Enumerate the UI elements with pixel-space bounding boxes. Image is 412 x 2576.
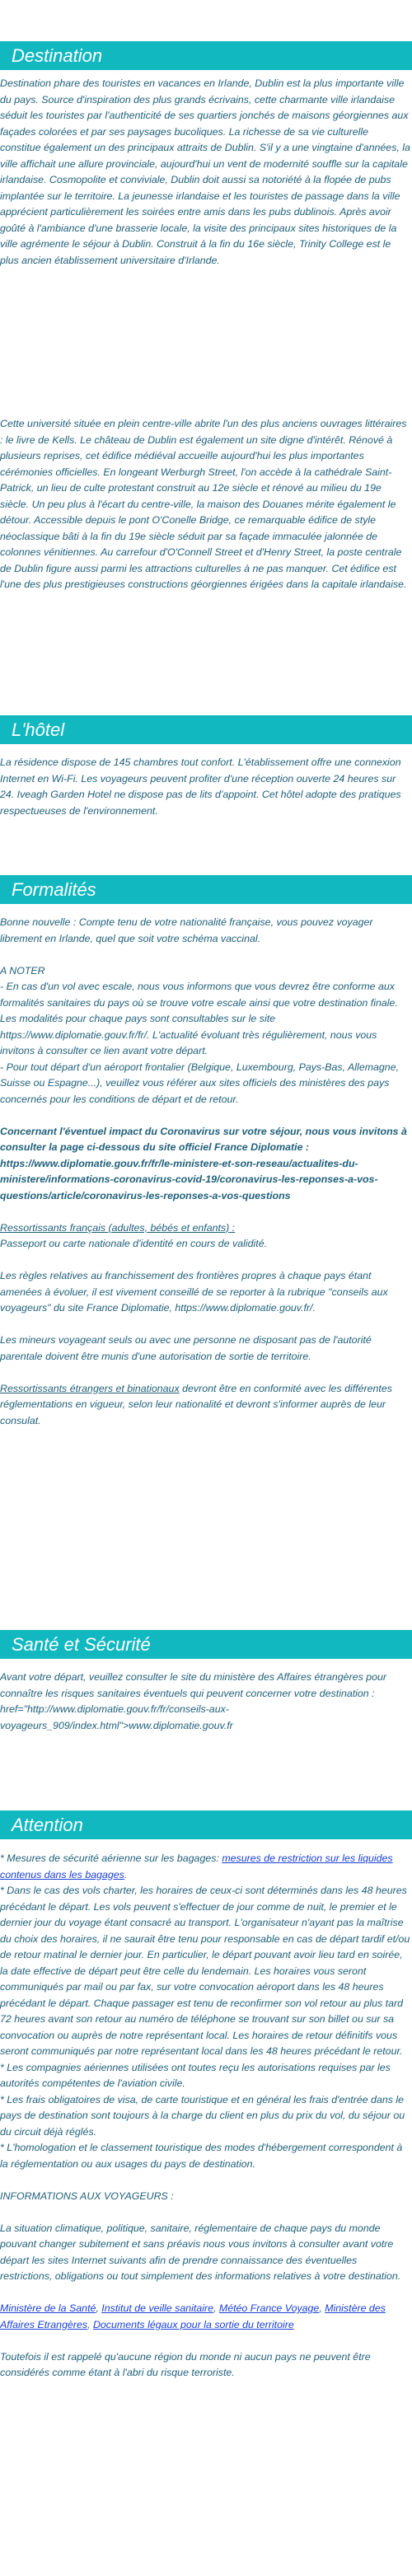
- minors-text: Les mineurs voyageant seuls ou avec une personne ne disposant pas de l'autorité parentale doivent être munis d'une autorisation de sortie de territoire.: [0, 1334, 372, 1362]
- note-title: A NOTER: [0, 964, 45, 977]
- foreign-heading: Ressortissants étrangers et binationaux: [0, 1382, 180, 1394]
- info-title: INFORMATIONS AUX VOYAGEURS :: [0, 2190, 174, 2202]
- foreign-paragraph: [0, 1381, 412, 1430]
- formalites-intro: Bonne nouvelle : Compte tenu de votre nationalité française, vous pouvez voyager librement en Irlande, quel que soit votre schéma vaccinal.: [0, 916, 373, 944]
- link-affaires-etrangeres[interactable]: Ministère des Affaires Etrangères: [0, 2302, 386, 2330]
- section-header-formalites: Formalités: [0, 875, 412, 904]
- destination-content-2: [0, 416, 412, 593]
- attention-item-5: * L'homologation et le classement touristique des modes d'hébergement correspondent à la réglementation ou aux usages du pays de destination.: [0, 2142, 403, 2170]
- section-header-hotel: L'hôtel: [0, 715, 412, 744]
- hotel-paragraph: La résidence dispose de 145 chambres tout confort. L'établissement offre une connexion Internet en Wi-Fi. Les voyageurs peuvent profiter d'une réception ouverte 24 heures sur 24. Iveagh Garden Hotel ne dispose pas de lits d'appoint. Cet hôtel adopte des pratiques respectueuses de l'environnement.: [0, 756, 401, 817]
- hotel-content: [0, 755, 412, 819]
- link-documents-legaux[interactable]: Documents légaux pour la sortie du territoire: [92, 2318, 294, 2330]
- final-note: Toutefois il est rappelé qu'aucune région du monde ni aucun pays ne peuvent être considérés comme étant à l'abri du risque terroriste.: [0, 2350, 371, 2378]
- link-veille-sanitaire[interactable]: Institut de veille sanitaire: [101, 2302, 213, 2314]
- attention-item-4: * Les frais obligatoires de visa, de carte touristique et en général les frais d'entrée dans le pays de destination sont toujours à la charge du client en plus du prix du vol, du séjour ou du circuit déjà réglés.: [0, 2093, 405, 2138]
- attention-item-3: * Les compagnies aériennes utilisées ont toutes reçu les autorisations requises par les autorités compétentes de l'aviation civile.: [0, 2061, 391, 2089]
- link-ministere-sante[interactable]: Ministère de la Santé: [0, 2302, 96, 2314]
- liquids-restriction-link[interactable]: mesures de restriction sur les liquides contenus dans les bagages: [0, 1852, 393, 1880]
- section-header-sante: Santé et Sécurité: [0, 1630, 412, 1659]
- attention-item-1: * Mesures de sécurité aérienne sur les bagages: mesures de restriction sur les liquides contenus dans les bagages.: [0, 1852, 393, 1880]
- resid-heading: Ressortissants français (adultes, bébés et enfants) :: [0, 1221, 236, 1234]
- info-links: Ministère de la Santé, Institut de veille sanitaire, Météo France Voyage, Ministère des Affaires Etrangères, Documents légaux pour la sortie du territoire: [0, 2302, 386, 2330]
- note-item-3: - Pour tout départ d'un aéroport frontalier (Belgique, Luxembourg, Pays-Bas, Allemagne, Suisse ou Espagne...), veuillez vous référer aux sites officiels des ministères des pays concernés pour les conditions de départ et de retour.: [0, 1061, 400, 1105]
- info-text: La situation climatique, politique, sanitaire, réglementaire de chaque pays du monde pouvant changer subitement et sans préavis nous vous invitons à consulter avant votre départ les sites Internet suivants afin de prendre connaissance des éventuelles restrictions, obligations ou tout simplement des informations relatives à votre destination.: [0, 2222, 401, 2282]
- resid-text: Passeport ou carte nationale d'identité en cours de validité.: [0, 1238, 268, 1249]
- destination-content: [0, 76, 412, 269]
- link-meteo-france[interactable]: Météo France Voyage: [218, 2302, 320, 2314]
- section-header-attention: Attention: [0, 1810, 412, 1839]
- formalites-content: [0, 915, 412, 1429]
- covid-notice: Concernant l'éventuel impact du Coronavirus sur votre séjour, nous vous invitons à consulter la page ci-dessous du site officiel France Diplomatie : https://www.diplomatie.gouv.fr/fr/le-ministere-et-son-reseau/actualites-du-ministere/informations-coronavirus-covid-19/coronavirus-les-reponses-a-vos-questions/article/coronavirus-les-reponses-a-vos-questions: [0, 1125, 407, 1201]
- destination-paragraph-2: Cette université située en plein centre-ville abrite l'un des plus anciens ouvrages littéraires : le livre de Kells. Le château de Dublin est également un site digne d'intérêt. Rénové à plusieurs reprises, cet édifice médiéval accueille aujourd'hui les plus importantes cérémonies officielles. En longeant Werburgh Street, l'on accède à la cathédrale Saint-Patrick, un lieu de culte protestant construit au 12e siècle et rénové au milieu du 19e siècle. Un peu plus à l'écart du centre-ville, la maison des Douanes mérite également le détour. Accessible depuis le pont O'Conelle Bridge, ce remarquable édifice de style néoclassique bâti à la fin du 19e siècle séduit par sa façade immaculée jalonnée de colonnes vénitiennes. Au carrefour d'O'Connell Street et d'Henry Street, la poste centrale de Dublin figure aussi parmi les attractions culturelles à ne pas manquer. Cet édifice est l'une des plus prestigieuses constructions géorgiennes érigées dans la capitale irlandaise.: [0, 418, 407, 590]
- note-item-2: Les modalités pour chaque pays sont consultables sur le site https://www.diplomatie.gouv.fr/fr/. L'actualité évoluant très régulièrement, nous vous invitons à consulter ce lien avant votre départ.: [0, 1013, 377, 1056]
- section-header-destination: Destination: [0, 41, 412, 70]
- attention-content: [0, 1851, 412, 2382]
- note-item-1: - En cas d'un vol avec escale, nous vous informons que vous devrez être conforme aux formalités sanitaires du pays où se trouve votre escale ainsi que votre destination finale.: [0, 981, 398, 1009]
- sante-paragraph: Avant votre départ, veuillez consulter le site du ministère des Affaires étrangères pour connaître les risques sanitaires éventuels qui peuvent concerner votre destination : href="http://www.diplomatie.gouv.fr/fr/conseils-aux-voyageurs_909/index.html">www.diplomatie.gouv.fr: [0, 1671, 387, 1731]
- attention-item-2: * Dans le cas des vols charter, les horaires de ceux-ci sont déterminés dans les 48 heures précédant le départ. Les vols peuvent s'effectuer de jour comme de nuit, le premier et le dernier jour du voyage étant consacré au transport. L'organisateur n'ayant pas la maîtrise du choix des horaires, il ne saurait être tenu pour responsable en cas de départ tardif et/ou de retour matinal le dernier jour. En particulier, le départ pouvant avoir lieu tard en soirée, la date effective de départ peut être celle du lendemain. Les horaires vous seront communiqués par mail ou par fax, sur votre convocation aéroport dans les 48 heures précédant le départ. Chaque passager est tenu de reconfirmer son vol retour au plus tard 72 heures avant son retour au numéro de téléphone se trouvant sur son billet ou sur sa convocation ou auprès de notre représentant local. Les horaires de retour définitifs vous seront communiqués par notre représentant local dans les 48 heures précédant le retour.: [0, 1885, 410, 2057]
- sante-content: [0, 1670, 412, 1734]
- foreign-text: devront être en conformité avec les différentes réglementations en vigueur, selon leur nationalité et devront s'informer auprès de leur consulat.: [0, 1382, 392, 1426]
- destination-paragraph-1: Destination phare des touristes en vacances en Irlande, Dublin est la plus importante ville du pays. Source d'inspiration des plus grands écrivains, cette charmante ville irlandaise séduit les touristes par l'authenticité de ses quartiers jonchés de maisons géorgiennes aux façades colorées et par ses paysages bucoliques. La richesse de sa vie culturelle constitue également un des principaux attraits de Dublin. S'il y a une vingtaine d'années, la ville affichait une allure provinciale, aujourd'hui un vent de modernité souffle sur la capitale irlandaise. Cosmopolite et conviviale, Dublin doit aussi sa notoriété à la flopée de pubs implantée sur le territoire. La jeunesse irlandaise et les touristes de passage dans la ville apprécient particulièrement les soirées entre amis dans les pubs dublinois. Après avoir goûté à l'ambiance d'une brasserie locale, la visite des principaux sites historiques de la ville agrémente le séjour à Dublin. Construit à la fin du 16e siècle, Trinity College est le plus ancien établissement universitaire d'Irlande.: [0, 77, 410, 266]
- rules-text: Les règles relatives au franchissement des frontières propres à chaque pays étant amenées à évoluer, il est vivement conseillé de se reporter à la rubrique "conseils aux voyageurs" du site France Diplomatie, https://www.diplomatie.gouv.fr/.: [0, 1270, 388, 1314]
